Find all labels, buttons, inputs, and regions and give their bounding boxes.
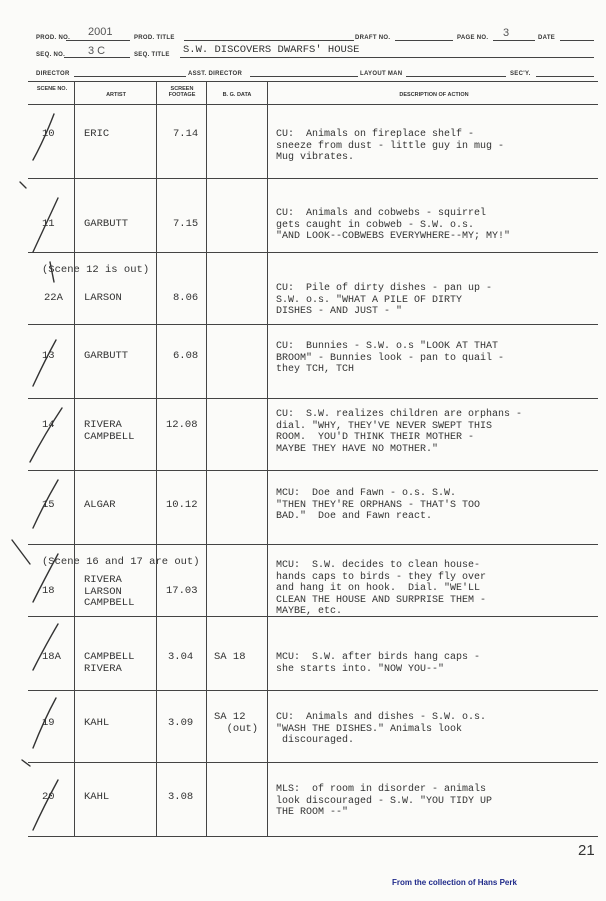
artist-name: LARSON bbox=[84, 292, 122, 304]
action-description: MCU: Doe and Fawn - o.s. S.W. "THEN THEY'RE ORPHANS - THAT'S TOO BAD." Doe and Fawn react. bbox=[276, 488, 481, 522]
screen-footage: 12.08 bbox=[166, 419, 198, 431]
col-header-artist: ARTIST bbox=[106, 92, 126, 98]
scene-number: 11 bbox=[42, 218, 55, 230]
screen-footage: 7.14 bbox=[173, 128, 199, 140]
seq-title-line bbox=[180, 57, 594, 58]
action-description: MCU: S.W. decides to clean house- hands caps to birds - they fly over and hang it on hook. Dial. "WE'LL CLEAN THE HOUSE AND SURPRISE THEM - MAYBE, etc. bbox=[276, 560, 487, 617]
artist-name: CAMPBELL RIVERA bbox=[84, 651, 135, 675]
seq-no-label: SEQ. NO. bbox=[36, 52, 66, 58]
artist-name: KAHL bbox=[84, 717, 110, 729]
prod-no-label: PROD. NO. bbox=[36, 35, 71, 41]
prod-no-value: 2001 bbox=[88, 26, 113, 38]
screen-footage: 6.08 bbox=[173, 350, 199, 362]
asst-director-label: ASST. DIRECTOR bbox=[188, 71, 243, 77]
draft-no-label: DRAFT NO. bbox=[355, 35, 391, 41]
screen-footage: 8.06 bbox=[173, 292, 199, 304]
seq-no-line bbox=[64, 57, 130, 58]
asst-director-line bbox=[250, 76, 358, 77]
secy-label: SEC'Y. bbox=[510, 71, 531, 77]
artist-name: RIVERA CAMPBELL bbox=[84, 419, 135, 443]
date-label: DATE bbox=[538, 35, 556, 41]
screen-footage: 3.08 bbox=[168, 791, 194, 803]
action-description: CU: Pile of dirty dishes - pan up - S.W. o.s. "WHAT A PILE OF DIRTY DISHES - AND JUST - " bbox=[276, 283, 493, 317]
pencil-check-marks bbox=[0, 100, 80, 860]
layout-man-label: LAYOUT MAN bbox=[360, 71, 403, 77]
layout-man-line bbox=[406, 76, 506, 77]
director-line bbox=[74, 76, 186, 77]
scene-number: 20 bbox=[42, 791, 55, 803]
seq-title-value: S.W. DISCOVERS DWARFS' HOUSE bbox=[183, 44, 360, 56]
table-top-rule bbox=[28, 81, 598, 82]
scene-out-note: (Scene 16 and 17 are out) bbox=[42, 556, 200, 568]
artist-name: RIVERA LARSON CAMPBELL bbox=[84, 574, 135, 609]
bg-data: SA 18 bbox=[214, 651, 246, 663]
scene-number: 18A bbox=[42, 651, 61, 663]
screen-footage: 7.15 bbox=[173, 218, 199, 230]
row-rule bbox=[28, 690, 598, 691]
scene-number: 19 bbox=[42, 717, 55, 729]
action-description: CU: Animals and cobwebs - squirrel gets caught in cobweb - S.W. o.s. "AND LOOK--COBWEBS EVERYWHERE--MY; MY!" bbox=[276, 208, 511, 242]
scene-number: 22A bbox=[44, 292, 63, 304]
seq-title-label: SEQ. TITLE bbox=[134, 52, 170, 58]
screen-footage: 3.09 bbox=[168, 717, 194, 729]
row-rule bbox=[28, 762, 598, 763]
table-bottom-rule bbox=[28, 836, 598, 837]
action-description: MLS: of room in disorder - animals look discouraged - S.W. "YOU TIDY UP THE ROOM --" bbox=[276, 784, 493, 818]
date-line bbox=[560, 40, 594, 41]
artist-name: GARBUTT bbox=[84, 218, 129, 230]
action-description: CU: Animals and dishes - S.W. o.s. "WASH THE DISHES." Animals look discouraged. bbox=[276, 712, 487, 746]
col-header-scene: SCENE NO. bbox=[36, 86, 68, 92]
row-rule bbox=[28, 324, 598, 325]
col-header-description: DESCRIPTION OF ACTION bbox=[399, 92, 469, 98]
col-rule-3 bbox=[206, 81, 207, 837]
col-header-footage: SCREEN FOOTAGE bbox=[168, 86, 196, 98]
action-description: MCU: S.W. after birds hang caps - she starts into. "NOW YOU--" bbox=[276, 652, 481, 675]
col-rule-4 bbox=[267, 81, 268, 837]
action-description: CU: S.W. realizes children are orphans - dial. "WHY, THEY'VE NEVER SWEPT THIS ROOM. YOU'D THINK THEIR MOTHER - MAYBE THEY HAVE NO MOTHER." bbox=[276, 409, 523, 455]
scene-number: 14 bbox=[42, 419, 55, 431]
prod-title-line bbox=[184, 40, 354, 41]
seq-no-value: 3 C bbox=[88, 45, 106, 57]
page-no-line bbox=[493, 40, 535, 41]
scene-number: 13 bbox=[42, 350, 55, 362]
secy-line bbox=[536, 76, 594, 77]
artist-name: ALGAR bbox=[84, 499, 116, 511]
screen-footage: 3.04 bbox=[168, 651, 194, 663]
director-label: DIRECTOR bbox=[36, 71, 70, 77]
prod-title-label: PROD. TITLE bbox=[134, 35, 175, 41]
action-description: CU: Bunnies - S.W. o.s "LOOK AT THAT BROOM" - Bunnies look - pan to quail - they TCH, TCH bbox=[276, 341, 505, 375]
row-rule bbox=[28, 470, 598, 471]
page-number: 21 bbox=[578, 842, 595, 859]
action-description: CU: Animals on fireplace shelf - sneeze from dust - little guy in mug - Mug vibrates. bbox=[276, 129, 505, 163]
artist-name: KAHL bbox=[84, 791, 110, 803]
row-rule bbox=[28, 544, 598, 545]
screen-footage: 17.03 bbox=[166, 585, 198, 597]
col-header-bg: B. G. DATA bbox=[222, 92, 252, 98]
col-rule-2 bbox=[156, 81, 157, 837]
artist-name: ERIC bbox=[84, 128, 110, 140]
bg-data: SA 12 (out) bbox=[214, 711, 259, 735]
page-no-value: 3 bbox=[503, 27, 510, 39]
scene-number: 18 bbox=[42, 585, 55, 597]
row-rule bbox=[28, 252, 598, 253]
scene-number: 10 bbox=[42, 128, 55, 140]
draft-no-line bbox=[395, 40, 453, 41]
table-header-rule bbox=[28, 104, 598, 105]
scene-number: 15 bbox=[42, 499, 55, 511]
screen-footage: 10.12 bbox=[166, 499, 198, 511]
prod-no-line bbox=[66, 40, 130, 41]
scene-out-note: (Scene 12 is out) bbox=[42, 264, 150, 276]
row-rule bbox=[28, 398, 598, 399]
row-rule bbox=[28, 178, 598, 179]
artist-name: GARBUTT bbox=[84, 350, 129, 362]
page-no-label: PAGE NO. bbox=[457, 35, 489, 41]
collection-credit: From the collection of Hans Perk bbox=[392, 878, 517, 887]
